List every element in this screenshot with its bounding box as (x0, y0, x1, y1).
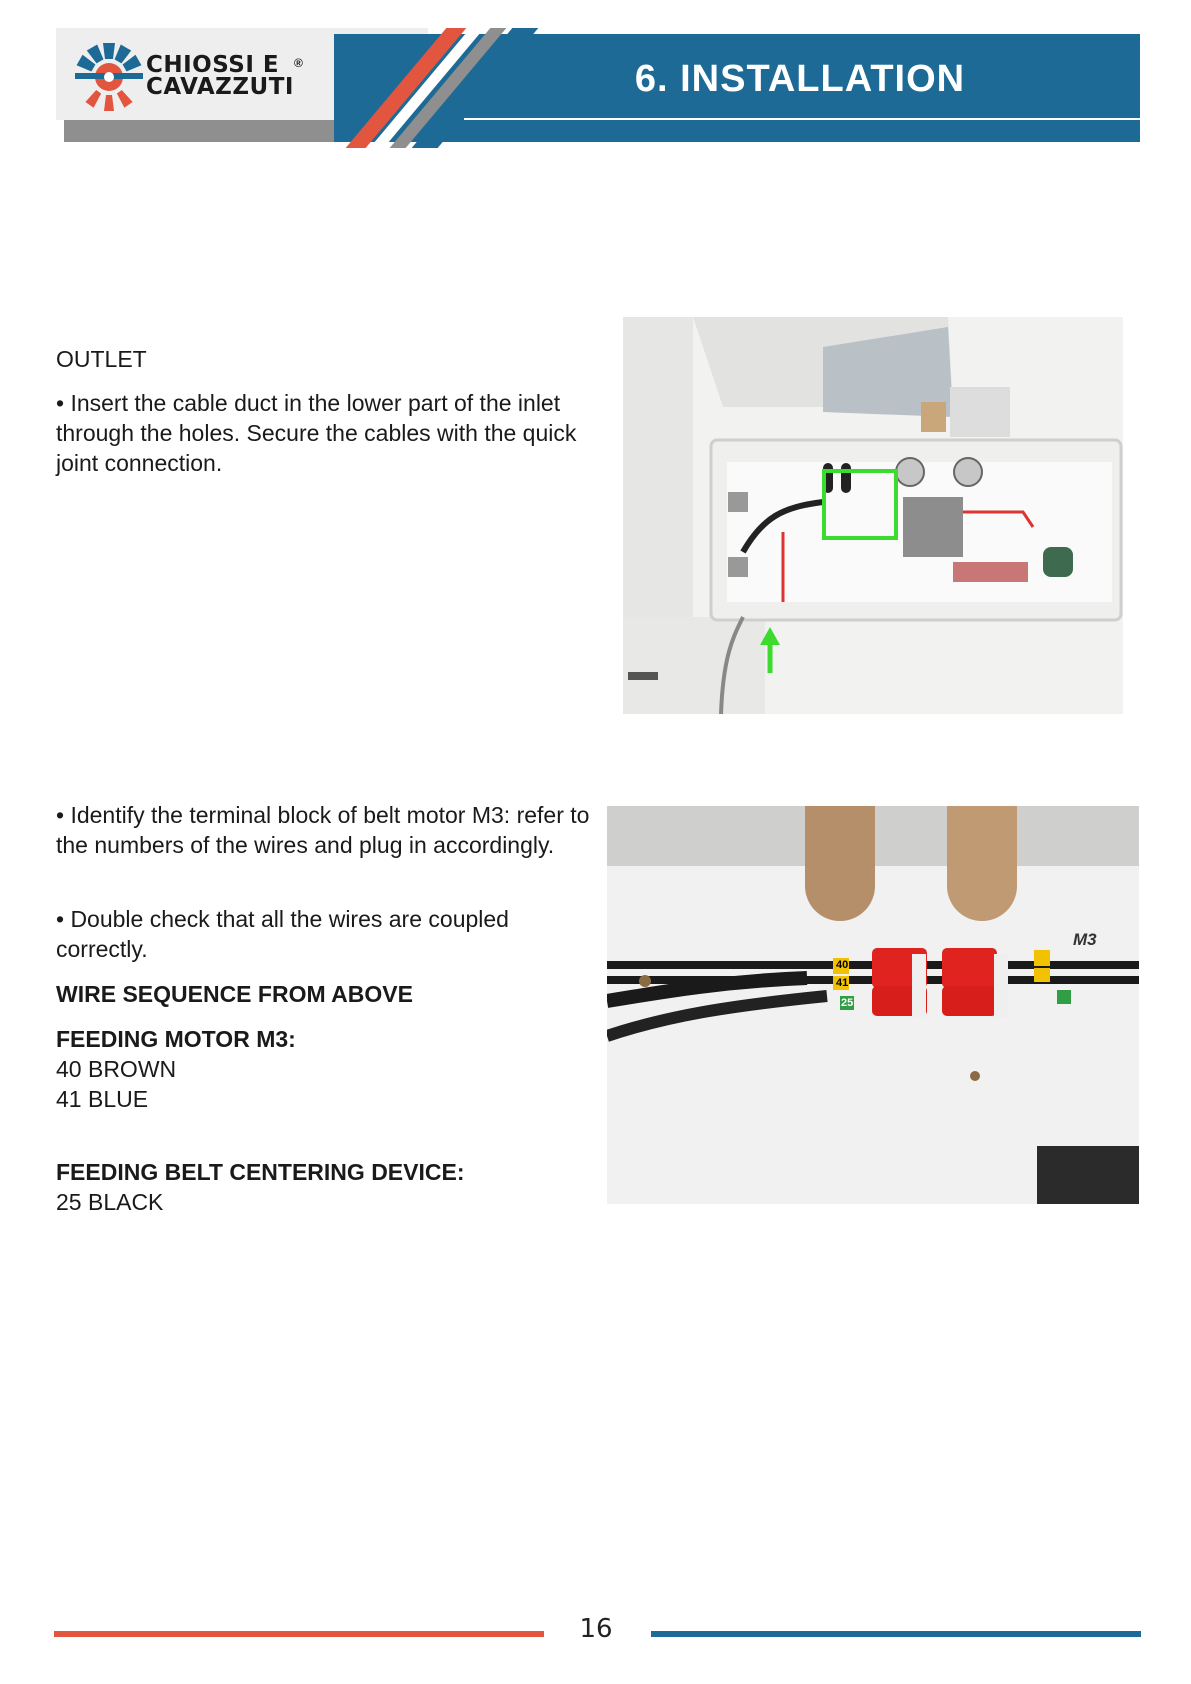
section-title: 6. INSTALLATION (634, 58, 966, 100)
page-number: 16 (579, 1614, 613, 1644)
outlet-heading: OUTLET (56, 346, 147, 372)
wire-tag-41: 41 (836, 977, 849, 989)
feeding-motor-heading: FEEDING MOTOR M3: (56, 1026, 296, 1052)
motor-wire-brown: 40 BROWN (56, 1056, 177, 1082)
motor-wire-blue: 41 BLUE (56, 1086, 149, 1112)
header-rule (464, 118, 1140, 120)
brand-line-1: CHIOSSI E (146, 52, 280, 78)
registered-mark: ® (294, 56, 303, 70)
wire-sequence-heading: WIRE SEQUENCE FROM ABOVE (56, 981, 413, 1007)
outlet-instruction: • Insert the cable duct in the lower part of the inlet through the holes. Secure the cables with the quick joint connection. (56, 390, 577, 476)
wiring-photo (607, 806, 1139, 1204)
centering-device-heading: FEEDING BELT CENTERING DEVICE: (56, 1159, 465, 1185)
brand-name (146, 54, 294, 98)
brand-line-2: CAVAZZUTI (146, 74, 294, 100)
centering-wire-black: 25 BLACK (56, 1189, 164, 1215)
wire-tag-40: 40 (836, 959, 849, 971)
m3-label: M3 (1073, 930, 1097, 949)
saw-blade-logo-icon (72, 40, 146, 114)
outlet-photo (623, 317, 1123, 714)
terminal-instruction: • Identify the terminal block of belt motor M3: refer to the numbers of the wires and plug in accordingly. (56, 802, 590, 858)
check-instruction: • Double check that all the wires are coupled correctly. (56, 906, 509, 962)
footer-rule-blue (651, 1631, 1141, 1637)
footer-rule-red (54, 1631, 544, 1637)
wire-tag-25: 25 (841, 997, 854, 1009)
